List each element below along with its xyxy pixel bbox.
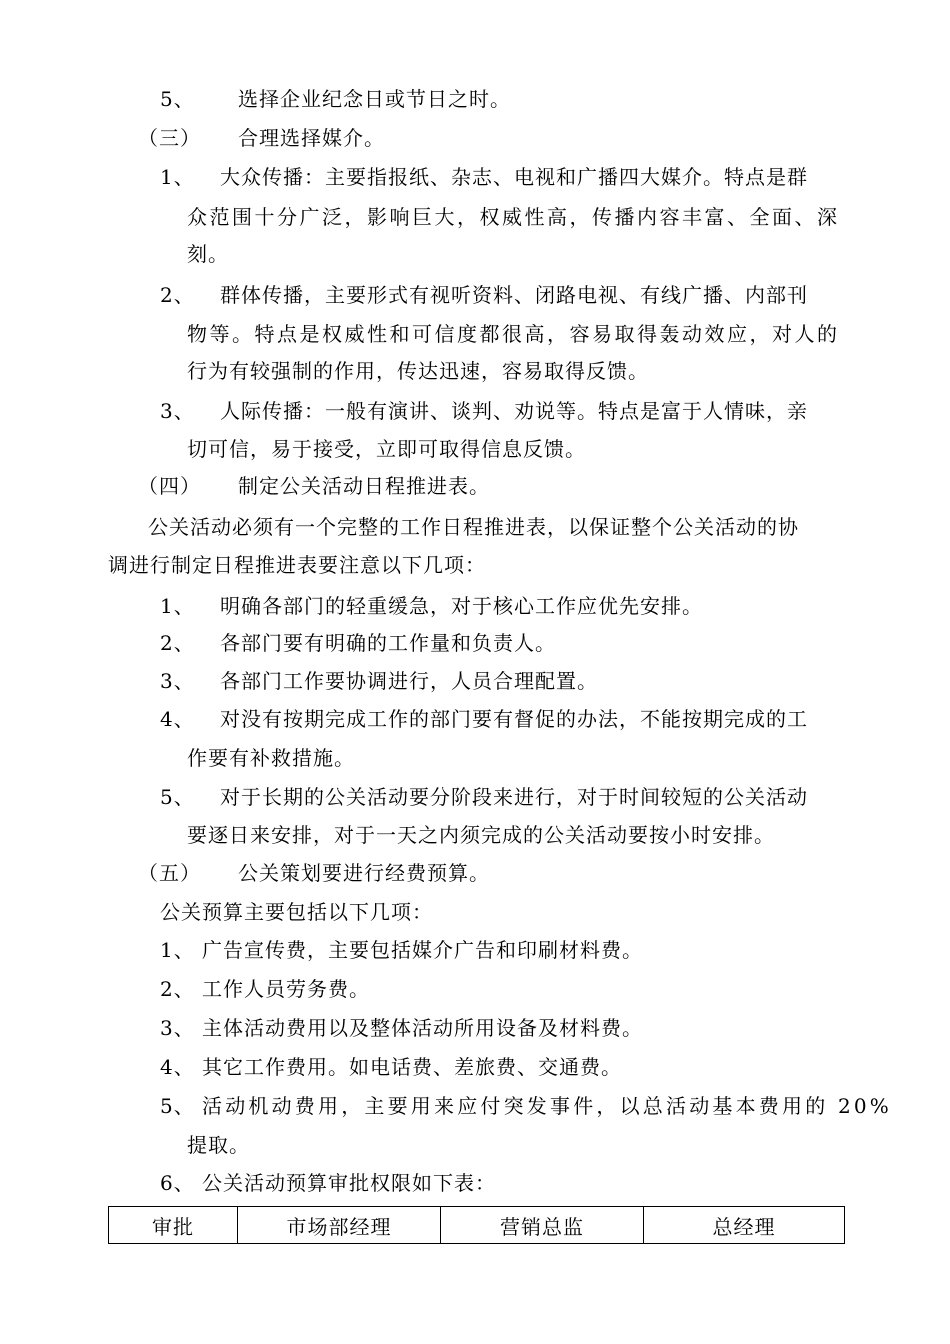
paragraph-line: 公关活动必须有一个完整的工作日程推进表，以保证整个公关活动的协 [148,515,799,539]
list-item-text: 选择企业纪念日或节日之时。 [238,87,511,111]
section-heading: 合理选择媒介。 [238,126,385,150]
list-item-continuation: 要逐日来安排，对于一天之内须完成的公关活动要按小时安排。 [187,823,775,847]
list-item-continuation: 行为有较强制的作用，传达迅速，容易取得反馈。 [187,359,649,383]
list-marker: 3、 [160,399,195,423]
list-marker: 2、 [160,977,195,1001]
list-marker: 5、 [160,1094,195,1118]
list-item-text: 公关活动预算审批权限如下表： [202,1171,496,1195]
list-item-text: 对于长期的公关活动要分阶段来进行，对于时间较短的公关活动 [220,785,808,809]
list-item-continuation: 众范围十分广泛，影响巨大，权威性高，传播内容丰富、全面、深 [187,205,840,229]
section-marker: （四） [138,474,201,498]
table-cell: 市场部经理 [238,1207,441,1244]
paragraph-line: 公关预算主要包括以下几项： [160,900,433,924]
table-cell: 审批 [109,1207,238,1244]
list-item-text: 各部门工作要协调进行，人员合理配置。 [220,669,598,693]
table-cell: 营销总监 [441,1207,644,1244]
approval-table [108,1206,845,1244]
list-item-text: 活动机动费用，主要用来应付突发事件，以总活动基本费用的 20% [202,1094,893,1118]
list-item-text: 工作人员劳务费。 [202,977,370,1001]
list-marker: 6、 [160,1171,195,1195]
section-heading: 制定公关活动日程推进表。 [238,474,490,498]
list-marker: 4、 [160,1055,195,1079]
section-heading: 公关策划要进行经费预算。 [238,861,490,885]
list-marker: 2、 [160,283,195,307]
list-item-text: 群体传播，主要形式有视听资料、闭路电视、有线广播、内部刊 [220,283,808,307]
section-marker: （三） [138,126,201,150]
list-item-text: 其它工作费用。如电话费、差旅费、交通费。 [202,1055,622,1079]
list-item-text: 大众传播：主要指报纸、杂志、电视和广播四大媒介。特点是群 [220,165,808,189]
list-item-text: 广告宣传费，主要包括媒介广告和印刷材料费。 [202,938,643,962]
list-marker: 4、 [160,707,195,731]
list-marker: 5、 [160,785,195,809]
list-item-text: 明确各部门的轻重缓急，对于核心工作应优先安排。 [220,594,703,618]
list-item-continuation: 切可信，易于接受，立即可取得信息反馈。 [187,437,586,461]
list-item-continuation: 提取。 [187,1133,250,1157]
list-item-continuation: 作要有补救措施。 [187,746,355,770]
list-marker: 3、 [160,1016,195,1040]
table-cell: 总经理 [644,1207,845,1244]
list-item-text: 主体活动费用以及整体活动所用设备及材料费。 [202,1016,643,1040]
list-item-text: 各部门要有明确的工作量和负责人。 [220,631,556,655]
list-item-text: 人际传播：一般有演讲、谈判、劝说等。特点是富于人情味，亲 [220,399,808,423]
section-marker: （五） [138,861,201,885]
list-marker: 3、 [160,669,195,693]
list-marker: 2、 [160,631,195,655]
list-marker: 5、 [160,87,195,111]
list-item-continuation: 物等。特点是权威性和可信度都很高，容易取得轰动效应，对人的 [187,322,840,346]
table-row [109,1207,845,1244]
list-marker: 1、 [160,165,195,189]
paragraph-line: 调进行制定日程推进表要注意以下几项： [108,553,486,577]
list-marker: 1、 [160,938,195,962]
list-item-continuation: 刻。 [187,242,229,266]
list-item-text: 对没有按期完成工作的部门要有督促的办法，不能按期完成的工 [220,707,808,731]
list-marker: 1、 [160,594,195,618]
